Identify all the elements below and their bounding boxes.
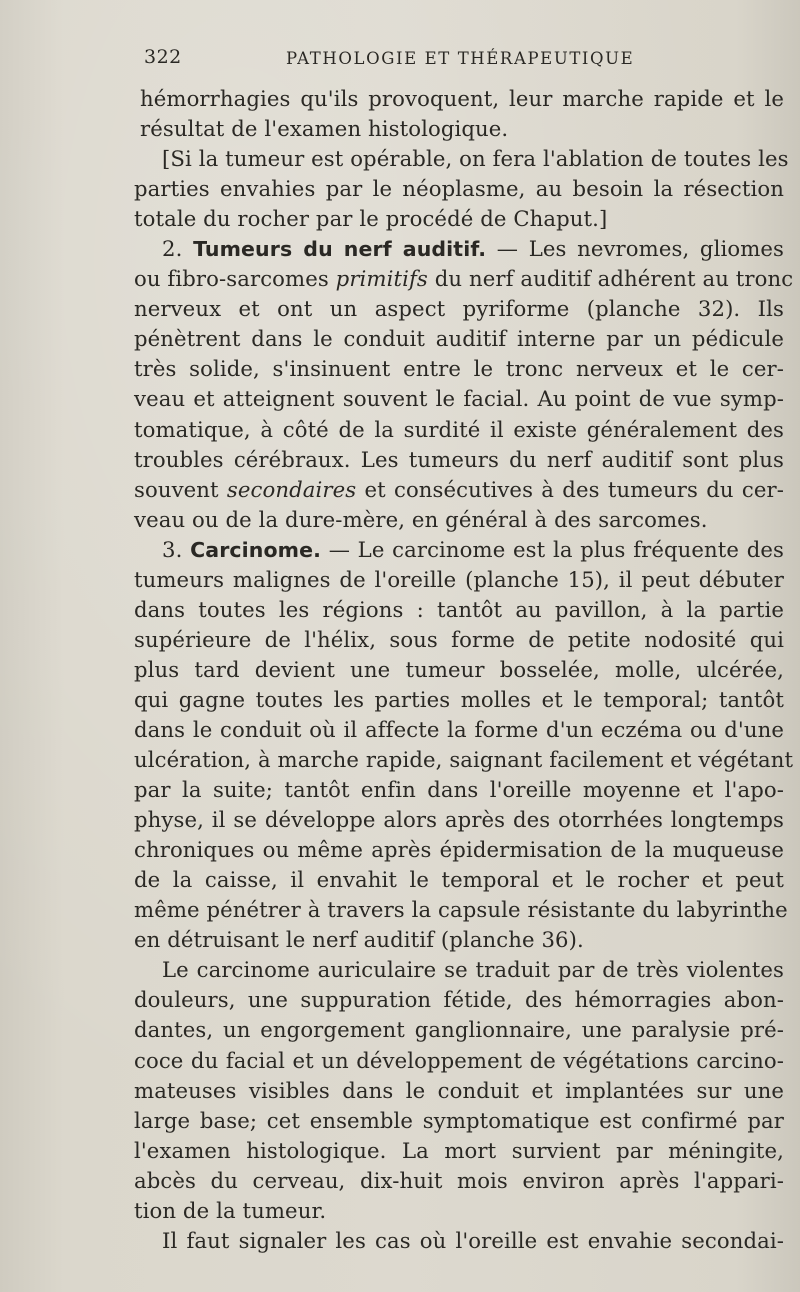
text-line: résultat de l'examen histologique. bbox=[140, 116, 509, 142]
text-line: tion de la tumeur. bbox=[134, 1197, 327, 1223]
text-line: souvent secondaires et consécutives à des tumeurs du cer- bbox=[134, 476, 784, 502]
text-line: nerveux et ont un aspect pyriforme (planche 32). Ils bbox=[134, 296, 784, 322]
text-line: mateuses visibles dans le conduit et implantées sur une bbox=[134, 1077, 784, 1103]
body-text bbox=[134, 84, 794, 1256]
text-line: dans le conduit où il affecte la forme d'un eczéma ou d'une bbox=[134, 716, 784, 742]
text-line: ulcération, à marche rapide, saignant facilement et végétant bbox=[134, 747, 794, 773]
text-line: Le carcinome auriculaire se traduit par de très violentes bbox=[162, 957, 784, 983]
text-line: en détruisant le nerf auditif (planche 36). bbox=[134, 927, 584, 953]
running-title: PATHOLOGIE ET THÉRAPEUTIQUE bbox=[286, 49, 635, 68]
text-line: chroniques ou même après épidermisation de la muqueuse bbox=[134, 837, 784, 863]
text-line: abcès du cerveau, dix-huit mois environ après l'appari- bbox=[134, 1167, 784, 1193]
text-line: pénètrent dans le conduit auditif interne par un pédicule bbox=[134, 326, 784, 352]
text-line: de la caisse, il envahit le temporal et le rocher et peut bbox=[134, 867, 784, 893]
text-line: hémorrhagies qu'ils provoquent, leur marche rapide et le bbox=[140, 86, 784, 111]
text-line: dantes, un engorgement ganglionnaire, une paralysie pré- bbox=[134, 1017, 784, 1043]
section-heading-line: 2. Tumeurs du nerf auditif. — Les nevromes, gliomes bbox=[162, 236, 784, 262]
text-line: veau et atteignent souvent le facial. Au point de vue symp- bbox=[134, 386, 784, 412]
text-line: supérieure de l'hélix, sous forme de petite nodosité qui bbox=[134, 626, 784, 652]
text-line: par la suite; tantôt enfin dans l'oreille moyenne et l'apo- bbox=[134, 777, 784, 803]
text-line: totale du rocher par le procédé de Chaput.] bbox=[134, 206, 608, 232]
text-line: dans toutes les régions : tantôt au pavillon, à la partie bbox=[134, 596, 784, 622]
text-line: ou fibro-sarcomes primitifs du nerf auditif adhérent au tronc bbox=[134, 266, 794, 292]
text-line: physe, il se développe alors après des otorrhées longtemps bbox=[134, 807, 784, 833]
page-header bbox=[136, 46, 786, 76]
text-line: [Si la tumeur est opérable, on fera l'ablation de toutes les bbox=[162, 146, 789, 172]
text-line: large base; cet ensemble symptomatique est confirmé par bbox=[134, 1107, 784, 1133]
text-line: l'examen histologique. La mort survient par méningite, bbox=[134, 1137, 784, 1163]
text-line: Il faut signaler les cas où l'oreille est envahie secondai- bbox=[162, 1227, 784, 1253]
section-title-carcinome: Carcinome. bbox=[190, 537, 322, 562]
text-line: tomatique, à côté de la surdité il existe généralement des bbox=[134, 416, 784, 442]
section-title-tumeurs: Tumeurs du nerf auditif. bbox=[193, 237, 487, 262]
text-line: douleurs, une suppuration fétide, des hémorragies abon- bbox=[134, 987, 784, 1013]
page-number: 322 bbox=[144, 46, 182, 68]
text-line: tumeurs malignes de l'oreille (planche 15), il peut débuter bbox=[134, 566, 784, 592]
section-heading-line: 3. Carcinome. — Le carcinome est la plus fréquente des bbox=[162, 536, 785, 562]
text-line: troubles cérébraux. Les tumeurs du nerf auditif sont plus bbox=[134, 446, 784, 472]
text-line: très solide, s'insinuent entre le tronc nerveux et le cer- bbox=[134, 356, 784, 382]
text-line: parties envahies par le néoplasme, au besoin la résection bbox=[134, 176, 784, 202]
text-line: plus tard devient une tumeur bosselée, molle, ulcérée, bbox=[134, 656, 784, 682]
text-line: qui gagne toutes les parties molles et le temporal; tantôt bbox=[134, 686, 784, 712]
text-line: veau ou de la dure-mère, en général à des sarcomes. bbox=[134, 506, 708, 532]
text-line: coce du facial et un développement de végétations carcino- bbox=[134, 1047, 784, 1073]
text-line: même pénétrer à travers la capsule résistante du labyrinthe bbox=[134, 897, 788, 923]
